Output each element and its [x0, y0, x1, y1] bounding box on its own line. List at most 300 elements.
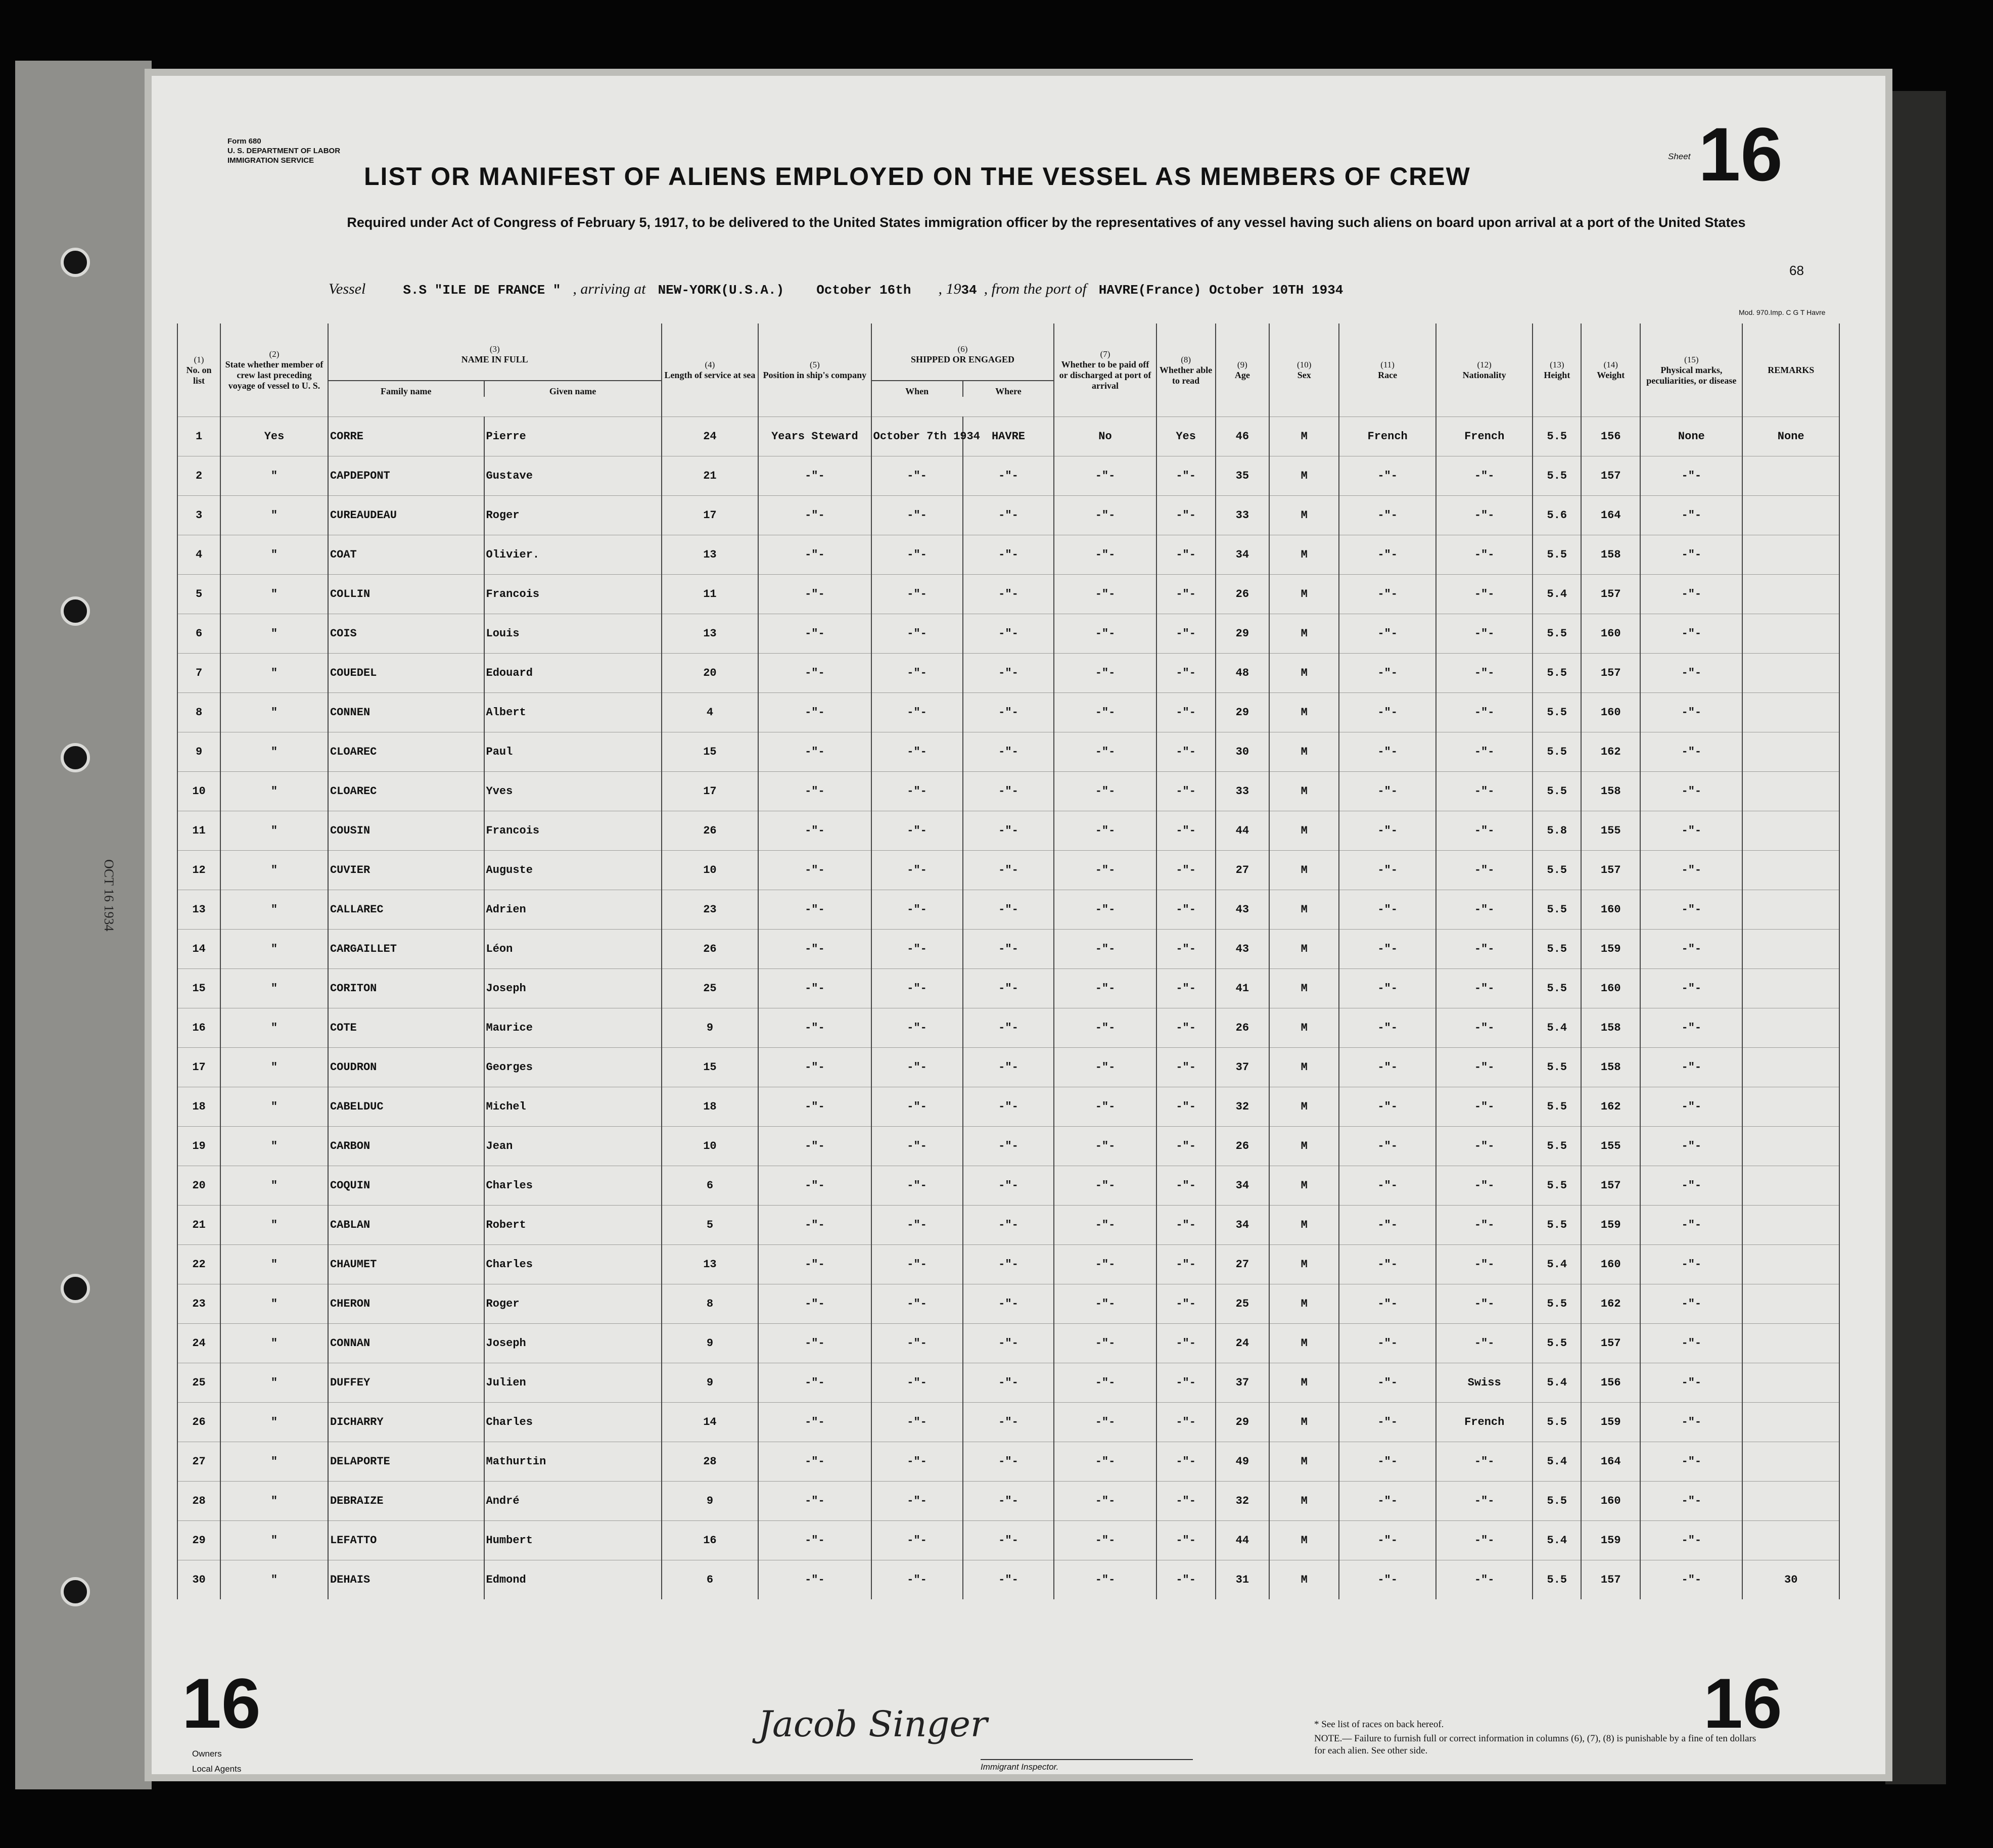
cell-weight: 160: [1581, 1482, 1640, 1521]
cell-prev: ": [220, 1206, 328, 1245]
cell-position: -"-: [758, 1245, 871, 1284]
form-number: Form 680: [227, 137, 261, 146]
cell-sex: M: [1269, 575, 1339, 614]
cell-paid: -"-: [1054, 535, 1156, 575]
cell-sex: M: [1269, 1284, 1339, 1324]
cell-no: 21: [177, 1206, 220, 1245]
cell-where: -"-: [963, 1363, 1054, 1403]
cell-prev: ": [220, 1482, 328, 1521]
cell-age: 27: [1216, 1245, 1269, 1284]
cell-marks: -"-: [1640, 1245, 1742, 1284]
cell-read: -"-: [1156, 1284, 1216, 1324]
cell-service: 4: [662, 693, 759, 732]
table-row: [177, 417, 1839, 456]
page-mark: 68: [1789, 263, 1804, 278]
cell-prev: ": [220, 930, 328, 969]
inspector-label: Immigrant Inspector.: [981, 1759, 1193, 1772]
table-row: [177, 772, 1839, 811]
binder-hole: [61, 248, 90, 277]
cell-age: 24: [1216, 1324, 1269, 1363]
cell-race: -"-: [1339, 1087, 1436, 1127]
cell-service: 20: [662, 654, 759, 693]
cell-no: 23: [177, 1284, 220, 1324]
cell-paid: -"-: [1054, 1442, 1156, 1482]
table-row: [177, 1324, 1839, 1363]
cell-when: -"-: [871, 575, 963, 614]
cell-service: 9: [662, 1324, 759, 1363]
cell-position: -"-: [758, 1442, 871, 1482]
cell-paid: -"-: [1054, 654, 1156, 693]
cell-marks: -"-: [1640, 732, 1742, 772]
vessel-label: Vessel: [329, 281, 366, 297]
cell-paid: -"-: [1054, 1048, 1156, 1087]
cell-sex: M: [1269, 1245, 1339, 1284]
cell-read: -"-: [1156, 535, 1216, 575]
cell-family: COAT: [328, 535, 484, 575]
cell-marks: -"-: [1640, 930, 1742, 969]
cell-age: 41: [1216, 969, 1269, 1008]
cell-service: 16: [662, 1521, 759, 1560]
cell-position: -"-: [758, 1521, 871, 1560]
cell-weight: 155: [1581, 1127, 1640, 1166]
cell-when: October 7th 1934: [871, 417, 963, 456]
col-header-age: (9) Age: [1216, 324, 1269, 417]
cell-family: COLLIN: [328, 575, 484, 614]
cell-sex: M: [1269, 456, 1339, 496]
cell-age: 33: [1216, 772, 1269, 811]
cell-race: -"-: [1339, 1284, 1436, 1324]
cell-service: 10: [662, 851, 759, 890]
cell-prev: ": [220, 496, 328, 535]
cell-where: -"-: [963, 654, 1054, 693]
cell-given: Edouard: [484, 654, 662, 693]
cell-where: HAVRE: [963, 417, 1054, 456]
cell-service: 26: [662, 811, 759, 851]
cell-age: 44: [1216, 811, 1269, 851]
cell-position: -"-: [758, 575, 871, 614]
cell-family: CABLAN: [328, 1206, 484, 1245]
cell-service: 5: [662, 1206, 759, 1245]
cell-given: Charles: [484, 1245, 662, 1284]
cell-nationality: -"-: [1436, 1008, 1533, 1048]
cell-remarks: [1742, 1087, 1839, 1127]
cell-service: 18: [662, 1087, 759, 1127]
cell-no: 18: [177, 1087, 220, 1127]
cell-prev: ": [220, 1166, 328, 1206]
cell-family: CLOAREC: [328, 732, 484, 772]
cell-when: -"-: [871, 772, 963, 811]
cell-position: -"-: [758, 890, 871, 930]
cell-when: -"-: [871, 456, 963, 496]
department-name: U. S. DEPARTMENT OF LABOR: [227, 147, 341, 155]
service-name: IMMIGRATION SERVICE: [227, 156, 314, 165]
cell-given: Roger: [484, 1284, 662, 1324]
cell-position: -"-: [758, 693, 871, 732]
cell-no: 5: [177, 575, 220, 614]
cell-read: -"-: [1156, 1087, 1216, 1127]
cell-sex: M: [1269, 1482, 1339, 1521]
cell-service: 9: [662, 1363, 759, 1403]
cell-when: -"-: [871, 1324, 963, 1363]
cell-prev: ": [220, 575, 328, 614]
cell-where: -"-: [963, 1087, 1054, 1127]
cell-no: 14: [177, 930, 220, 969]
cell-when: -"-: [871, 1127, 963, 1166]
where-label: Where: [962, 381, 1054, 397]
cell-no: 24: [177, 1324, 220, 1363]
cell-race: -"-: [1339, 1166, 1436, 1206]
cell-weight: 157: [1581, 1324, 1640, 1363]
cell-prev: ": [220, 1008, 328, 1048]
col-header-marks: (15) Physical marks, peculiarities, or disease: [1640, 324, 1742, 417]
cell-given: Georges: [484, 1048, 662, 1087]
cell-paid: -"-: [1054, 772, 1156, 811]
cell-marks: -"-: [1640, 456, 1742, 496]
sheet-label: Sheet: [1668, 152, 1691, 161]
cell-remarks: [1742, 1403, 1839, 1442]
table-row: [177, 969, 1839, 1008]
cell-family: CALLAREC: [328, 890, 484, 930]
cell-race: -"-: [1339, 1048, 1436, 1087]
cell-age: 32: [1216, 1087, 1269, 1127]
cell-family: DEHAIS: [328, 1560, 484, 1600]
cell-sex: M: [1269, 1403, 1339, 1442]
cell-read: -"-: [1156, 1482, 1216, 1521]
cell-service: 6: [662, 1166, 759, 1206]
cell-weight: 158: [1581, 535, 1640, 575]
cell-position: -"-: [758, 654, 871, 693]
cell-given: Léon: [484, 930, 662, 969]
cell-height: 5.5: [1533, 654, 1581, 693]
cell-position: -"-: [758, 1048, 871, 1087]
cell-given: Mathurtin: [484, 1442, 662, 1482]
cell-nationality: -"-: [1436, 930, 1533, 969]
form-identifier: [227, 136, 340, 165]
table-row: [177, 930, 1839, 969]
cell-prev: ": [220, 1442, 328, 1482]
cell-sex: M: [1269, 614, 1339, 654]
cell-given: Francois: [484, 575, 662, 614]
cell-marks: -"-: [1640, 1403, 1742, 1442]
cell-prev: ": [220, 772, 328, 811]
cell-prev: ": [220, 890, 328, 930]
table-row: [177, 1284, 1839, 1324]
cell-when: -"-: [871, 1166, 963, 1206]
cell-when: -"-: [871, 1048, 963, 1087]
cell-height: 5.5: [1533, 535, 1581, 575]
cell-family: COUDRON: [328, 1048, 484, 1087]
cell-family: DELAPORTE: [328, 1442, 484, 1482]
cell-height: 5.5: [1533, 1482, 1581, 1521]
cell-read: -"-: [1156, 1521, 1216, 1560]
cell-sex: M: [1269, 851, 1339, 890]
cell-marks: -"-: [1640, 1166, 1742, 1206]
cell-weight: 160: [1581, 693, 1640, 732]
cell-read: Yes: [1156, 417, 1216, 456]
cell-age: 29: [1216, 693, 1269, 732]
cell-nationality: -"-: [1436, 1127, 1533, 1166]
cell-weight: 159: [1581, 1403, 1640, 1442]
cell-remarks: [1742, 1166, 1839, 1206]
cell-race: -"-: [1339, 1521, 1436, 1560]
sheet-number-left: 16: [182, 1664, 261, 1743]
cell-weight: 158: [1581, 1008, 1640, 1048]
cell-family: COIS: [328, 614, 484, 654]
cell-family: COQUIN: [328, 1166, 484, 1206]
cell-height: 5.6: [1533, 496, 1581, 535]
cell-paid: -"-: [1054, 969, 1156, 1008]
cell-weight: 164: [1581, 496, 1640, 535]
cell-given: Michel: [484, 1087, 662, 1127]
cell-when: -"-: [871, 1087, 963, 1127]
cell-family: COUEDEL: [328, 654, 484, 693]
cell-no: 1: [177, 417, 220, 456]
table-row: [177, 1048, 1839, 1087]
page-edge: [1885, 91, 1946, 1784]
cell-family: CORITON: [328, 969, 484, 1008]
cell-race: -"-: [1339, 456, 1436, 496]
cell-no: 10: [177, 772, 220, 811]
cell-age: 31: [1216, 1560, 1269, 1600]
races-note: * See list of races on back hereof.: [1314, 1719, 1444, 1730]
cell-paid: -"-: [1054, 496, 1156, 535]
cell-when: -"-: [871, 1284, 963, 1324]
cell-race: -"-: [1339, 1482, 1436, 1521]
cell-where: -"-: [963, 851, 1054, 890]
cell-height: 5.4: [1533, 1442, 1581, 1482]
cell-marks: -"-: [1640, 535, 1742, 575]
cell-marks: -"-: [1640, 1008, 1742, 1048]
cell-nationality: -"-: [1436, 969, 1533, 1008]
cell-sex: M: [1269, 1048, 1339, 1087]
cell-given: Albert: [484, 693, 662, 732]
cell-remarks: [1742, 930, 1839, 969]
cell-given: Jean: [484, 1127, 662, 1166]
family-name-label: Family name: [381, 386, 432, 396]
cell-where: -"-: [963, 811, 1054, 851]
col-header-paid-off: (7) Whether to be paid off or discharged at port of arrival: [1054, 324, 1156, 417]
cell-height: 5.5: [1533, 1560, 1581, 1600]
cell-when: -"-: [871, 535, 963, 575]
cell-marks: -"-: [1640, 1442, 1742, 1482]
cell-age: 44: [1216, 1521, 1269, 1560]
cell-service: 14: [662, 1403, 759, 1442]
cell-remarks: [1742, 456, 1839, 496]
cell-age: 49: [1216, 1442, 1269, 1482]
cell-weight: 160: [1581, 890, 1640, 930]
cell-nationality: French: [1436, 417, 1533, 456]
cell-read: -"-: [1156, 1206, 1216, 1245]
inspector-signature: Jacob Singer: [758, 1703, 988, 1745]
cell-read: -"-: [1156, 930, 1216, 969]
cell-read: -"-: [1156, 614, 1216, 654]
cell-weight: 158: [1581, 772, 1640, 811]
cell-remarks: [1742, 654, 1839, 693]
cell-paid: -"-: [1054, 456, 1156, 496]
col-header-weight: (14) Weight: [1581, 324, 1640, 417]
table-row: [177, 811, 1839, 851]
cell-height: 5.4: [1533, 1521, 1581, 1560]
cell-given: Louis: [484, 614, 662, 654]
cell-read: -"-: [1156, 575, 1216, 614]
cell-service: 15: [662, 732, 759, 772]
cell-sex: M: [1269, 890, 1339, 930]
col-header-position: (5) Position in ship's company: [758, 324, 871, 417]
cell-marks: -"-: [1640, 890, 1742, 930]
cell-family: CORRE: [328, 417, 484, 456]
cell-service: 28: [662, 1442, 759, 1482]
cell-nationality: -"-: [1436, 1245, 1533, 1284]
cell-remarks: [1742, 1048, 1839, 1087]
cell-read: -"-: [1156, 1245, 1216, 1284]
col-header-read: (8) Whether able to read: [1156, 324, 1216, 417]
cell-where: -"-: [963, 890, 1054, 930]
col-header-service: (4) Length of service at sea: [662, 324, 759, 417]
cell-given: Francois: [484, 811, 662, 851]
cell-remarks: [1742, 1324, 1839, 1363]
cell-read: -"-: [1156, 1166, 1216, 1206]
cell-position: -"-: [758, 1206, 871, 1245]
cell-height: 5.4: [1533, 1245, 1581, 1284]
cell-no: 27: [177, 1442, 220, 1482]
cell-race: -"-: [1339, 890, 1436, 930]
cell-marks: -"-: [1640, 1521, 1742, 1560]
cell-marks: -"-: [1640, 772, 1742, 811]
cell-position: -"-: [758, 1008, 871, 1048]
cell-remarks: [1742, 811, 1839, 851]
cell-paid: -"-: [1054, 1363, 1156, 1403]
cell-where: -"-: [963, 1166, 1054, 1206]
cell-race: -"-: [1339, 496, 1436, 535]
cell-height: 5.5: [1533, 969, 1581, 1008]
cell-weight: 162: [1581, 732, 1640, 772]
cell-nationality: -"-: [1436, 575, 1533, 614]
cell-weight: 164: [1581, 1442, 1640, 1482]
cell-when: -"-: [871, 1442, 963, 1482]
agents-label: Local Agents: [192, 1764, 242, 1774]
cell-nationality: -"-: [1436, 654, 1533, 693]
cell-family: DUFFEY: [328, 1363, 484, 1403]
vessel-line: [329, 281, 1343, 298]
cell-paid: -"-: [1054, 693, 1156, 732]
cell-given: Paul: [484, 732, 662, 772]
cell-family: COTE: [328, 1008, 484, 1048]
cell-remarks: [1742, 1127, 1839, 1166]
cell-age: 34: [1216, 535, 1269, 575]
vessel-name: S.S "ILE DE FRANCE ": [403, 283, 561, 298]
cell-given: Yves: [484, 772, 662, 811]
cell-nationality: -"-: [1436, 456, 1533, 496]
cell-nationality: -"-: [1436, 1087, 1533, 1127]
cell-remarks: [1742, 732, 1839, 772]
table-row: [177, 1363, 1839, 1403]
cell-height: 5.5: [1533, 1324, 1581, 1363]
cell-read: -"-: [1156, 1442, 1216, 1482]
cell-read: -"-: [1156, 1324, 1216, 1363]
cell-given: Adrien: [484, 890, 662, 930]
cell-no: 15: [177, 969, 220, 1008]
cell-no: 9: [177, 732, 220, 772]
table-row: [177, 1482, 1839, 1521]
cell-prev: ": [220, 654, 328, 693]
cell-position: -"-: [758, 1324, 871, 1363]
cell-sex: M: [1269, 1324, 1339, 1363]
cell-family: COUSIN: [328, 811, 484, 851]
cell-position: -"-: [758, 969, 871, 1008]
cell-paid: -"-: [1054, 851, 1156, 890]
cell-nationality: -"-: [1436, 732, 1533, 772]
cell-service: 9: [662, 1008, 759, 1048]
table-row: [177, 1403, 1839, 1442]
cell-position: -"-: [758, 811, 871, 851]
binder-hole: [61, 1274, 90, 1303]
cell-race: -"-: [1339, 614, 1436, 654]
table-row: [177, 1245, 1839, 1284]
cell-position: -"-: [758, 1127, 871, 1166]
cell-remarks: None: [1742, 417, 1839, 456]
cell-height: 5.5: [1533, 1206, 1581, 1245]
cell-prev: ": [220, 693, 328, 732]
cell-family: CARBON: [328, 1127, 484, 1166]
cell-remarks: [1742, 1363, 1839, 1403]
col-header-remarks: REMARKS: [1742, 324, 1839, 417]
cell-remarks: [1742, 614, 1839, 654]
binder-hole: [61, 1577, 90, 1606]
cell-prev: ": [220, 1127, 328, 1166]
cell-paid: -"-: [1054, 1324, 1156, 1363]
arrival-date: October 16th: [816, 283, 911, 298]
cell-given: Julien: [484, 1363, 662, 1403]
year-prefix: , 19: [938, 281, 961, 297]
cell-family: DICHARRY: [328, 1403, 484, 1442]
cell-nationality: -"-: [1436, 772, 1533, 811]
cell-sex: M: [1269, 1363, 1339, 1403]
cell-service: 23: [662, 890, 759, 930]
table-row: [177, 693, 1839, 732]
cell-paid: -"-: [1054, 1521, 1156, 1560]
cell-when: -"-: [871, 614, 963, 654]
cell-paid: -"-: [1054, 1403, 1156, 1442]
cell-weight: 159: [1581, 1521, 1640, 1560]
cell-when: -"-: [871, 654, 963, 693]
cell-race: -"-: [1339, 1403, 1436, 1442]
cell-read: -"-: [1156, 851, 1216, 890]
cell-marks: -"-: [1640, 969, 1742, 1008]
cell-remarks: [1742, 1442, 1839, 1482]
cell-family: DEBRAIZE: [328, 1482, 484, 1521]
cell-service: 26: [662, 930, 759, 969]
cell-marks: -"-: [1640, 1048, 1742, 1087]
cell-height: 5.5: [1533, 456, 1581, 496]
binder-hole: [61, 596, 90, 626]
cell-height: 5.5: [1533, 1127, 1581, 1166]
table-row: [177, 890, 1839, 930]
cell-prev: ": [220, 614, 328, 654]
cell-position: -"-: [758, 535, 871, 575]
cell-where: -"-: [963, 496, 1054, 535]
manifest-body: [177, 417, 1839, 1600]
cell-remarks: [1742, 969, 1839, 1008]
cell-age: 26: [1216, 1127, 1269, 1166]
cell-marks: -"-: [1640, 575, 1742, 614]
cell-no: 22: [177, 1245, 220, 1284]
cell-paid: -"-: [1054, 1482, 1156, 1521]
cell-family: LEFATTO: [328, 1521, 484, 1560]
cell-given: André: [484, 1482, 662, 1521]
cell-height: 5.5: [1533, 851, 1581, 890]
cell-nationality: -"-: [1436, 1324, 1533, 1363]
cell-service: 9: [662, 1482, 759, 1521]
